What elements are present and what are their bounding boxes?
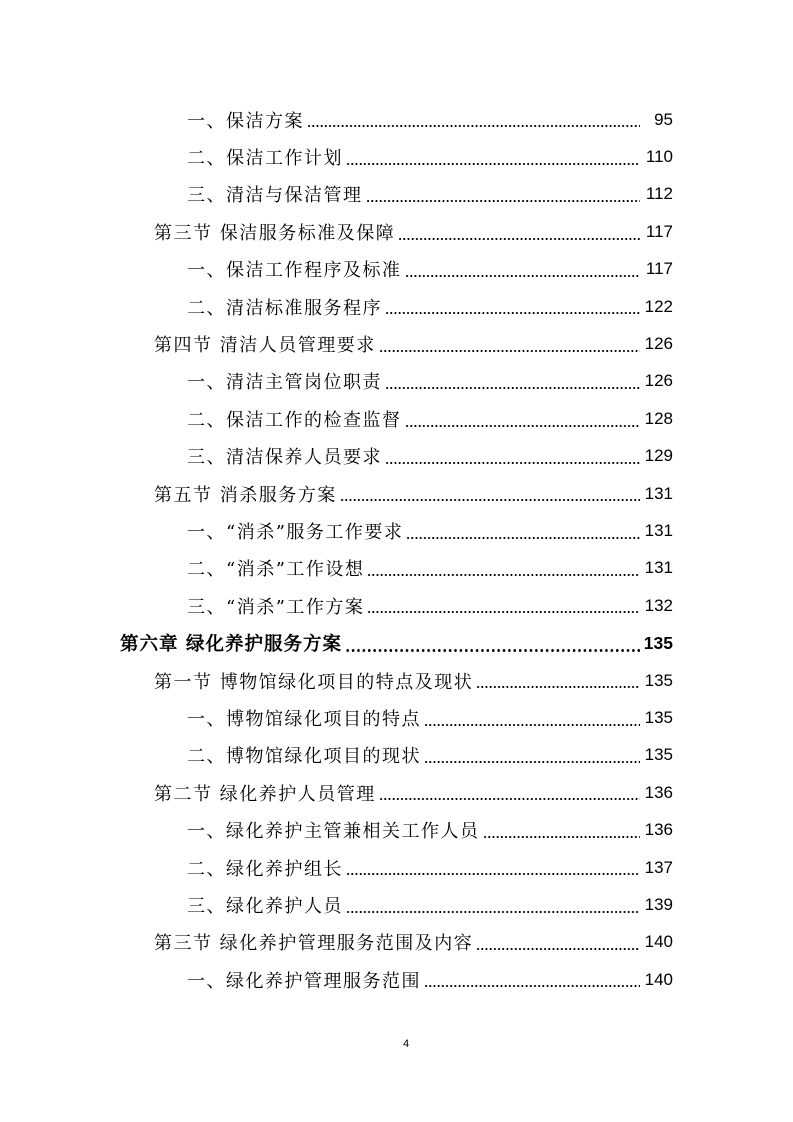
toc-dot-leader	[483, 836, 641, 838]
toc-dot-leader	[424, 761, 640, 763]
toc-entry-page: 135	[644, 707, 673, 727]
toc-dot-leader	[405, 275, 641, 277]
toc-entry-title: 第四节 清洁人员管理要求	[154, 335, 376, 357]
toc-entry-item[interactable]	[0, 849, 793, 886]
toc-dot-leader	[367, 611, 640, 613]
toc-entry-chapter[interactable]	[0, 624, 793, 661]
toc-entry-section[interactable]	[0, 662, 793, 699]
toc-dot-leader	[385, 387, 640, 389]
toc-entry-page: 122	[644, 296, 673, 316]
toc-entry-item[interactable]	[0, 587, 793, 624]
toc-dot-leader	[385, 462, 640, 464]
toc-entry-page: 126	[644, 334, 673, 354]
toc-entry-item[interactable]	[0, 251, 793, 288]
toc-dot-leader	[379, 798, 640, 800]
toc-entry-title: 第二节 绿化养护人员管理	[154, 783, 376, 805]
toc-entry-item[interactable]	[0, 138, 793, 175]
page-number: 4	[402, 1038, 410, 1050]
toc-dot-leader	[345, 649, 640, 652]
toc-entry-title: 二、保洁工作计划	[187, 148, 343, 170]
toc-entry-item[interactable]	[0, 886, 793, 923]
toc-entry-page: 137	[644, 857, 673, 877]
toc-entry-item[interactable]	[0, 101, 793, 138]
toc-entry-title: 一、保洁方案	[187, 110, 304, 132]
toc-entry-page: 139	[644, 894, 673, 914]
toc-entry-page: 135	[643, 632, 673, 653]
toc-entry-section[interactable]	[0, 475, 793, 512]
table-of-contents	[0, 101, 793, 998]
toc-entry-title: 第三节 保洁服务标准及保障	[154, 222, 396, 244]
toc-entry-item[interactable]	[0, 438, 793, 475]
toc-entry-page: 117	[645, 221, 673, 241]
toc-dot-leader	[379, 350, 640, 352]
toc-entry-item[interactable]	[0, 811, 793, 848]
toc-dot-leader	[346, 873, 640, 875]
toc-entry-page: 131	[644, 520, 673, 540]
toc-entry-title: 二、保洁工作的检查监督	[187, 409, 402, 431]
toc-entry-title: 三、“消杀”工作方案	[187, 596, 365, 618]
toc-dot-leader	[398, 238, 640, 240]
toc-dot-leader	[424, 724, 640, 726]
toc-entry-page: 110	[645, 147, 673, 167]
toc-entry-item[interactable]	[0, 699, 793, 736]
toc-entry-page: 136	[644, 820, 673, 840]
toc-dot-leader	[367, 574, 640, 576]
toc-entry-page: 129	[644, 446, 673, 466]
toc-entry-page: 117	[645, 259, 673, 279]
toc-entry-page: 135	[644, 670, 673, 690]
toc-entry-title: 三、清洁保养人员要求	[187, 447, 382, 469]
toc-dot-leader	[385, 312, 640, 314]
toc-entry-title: 一、清洁主管岗位职责	[187, 372, 382, 394]
toc-dot-leader	[406, 537, 640, 539]
toc-entry-item[interactable]	[0, 363, 793, 400]
toc-entry-title: 第一节 博物馆绿化项目的特点及现状	[154, 671, 474, 693]
toc-dot-leader	[424, 985, 640, 987]
toc-entry-page: 140	[644, 969, 673, 989]
toc-entry-section[interactable]	[0, 774, 793, 811]
toc-entry-title: 三、绿化养护人员	[187, 895, 343, 917]
toc-entry-section[interactable]	[0, 325, 793, 362]
toc-entry-item[interactable]	[0, 400, 793, 437]
toc-entry-page: 132	[644, 595, 673, 615]
toc-entry-title: 一、“消杀”服务工作要求	[187, 521, 404, 543]
toc-entry-item[interactable]	[0, 288, 793, 325]
toc-entry-page: 131	[644, 483, 673, 503]
toc-entry-item[interactable]	[0, 550, 793, 587]
toc-entry-title: 一、绿化养护主管兼相关工作人员	[187, 821, 480, 843]
toc-entry-item[interactable]	[0, 737, 793, 774]
toc-entry-page: 112	[645, 184, 673, 204]
toc-dot-leader	[476, 948, 640, 950]
toc-dot-leader	[307, 125, 640, 127]
toc-entry-title: 一、保洁工作程序及标准	[187, 260, 402, 282]
toc-entry-title: 第三节 绿化养护管理服务范围及内容	[154, 933, 474, 955]
toc-entry-title: 第六章 绿化养护服务方案	[120, 634, 342, 656]
toc-entry-page: 136	[644, 782, 673, 802]
toc-entry-item[interactable]	[0, 961, 793, 998]
toc-dot-leader	[346, 911, 640, 913]
toc-entry-page: 126	[644, 371, 673, 391]
toc-entry-title: 二、清洁标准服务程序	[187, 297, 382, 319]
toc-entry-title: 二、绿化养护组长	[187, 858, 343, 880]
toc-entry-title: 第五节 消杀服务方案	[154, 484, 337, 506]
toc-dot-leader	[405, 425, 641, 427]
toc-entry-page: 135	[644, 745, 673, 765]
toc-entry-page: 128	[644, 408, 673, 428]
toc-entry-title: 二、博物馆绿化项目的现状	[187, 746, 421, 768]
toc-entry-item[interactable]	[0, 176, 793, 213]
toc-entry-title: 三、清洁与保洁管理	[187, 185, 363, 207]
toc-dot-leader	[366, 200, 641, 202]
toc-entry-title: 二、“消杀”工作设想	[187, 559, 365, 581]
toc-dot-leader	[476, 686, 640, 688]
toc-entry-section[interactable]	[0, 924, 793, 961]
toc-entry-page: 140	[644, 932, 673, 952]
toc-dot-leader	[346, 163, 640, 165]
toc-entry-section[interactable]	[0, 213, 793, 250]
toc-entry-page: 131	[644, 558, 673, 578]
toc-entry-item[interactable]	[0, 512, 793, 549]
toc-entry-title: 一、博物馆绿化项目的特点	[187, 708, 421, 730]
toc-entry-title: 一、绿化养护管理服务范围	[187, 970, 421, 992]
toc-entry-page: 95	[654, 109, 673, 129]
toc-dot-leader	[340, 499, 640, 501]
